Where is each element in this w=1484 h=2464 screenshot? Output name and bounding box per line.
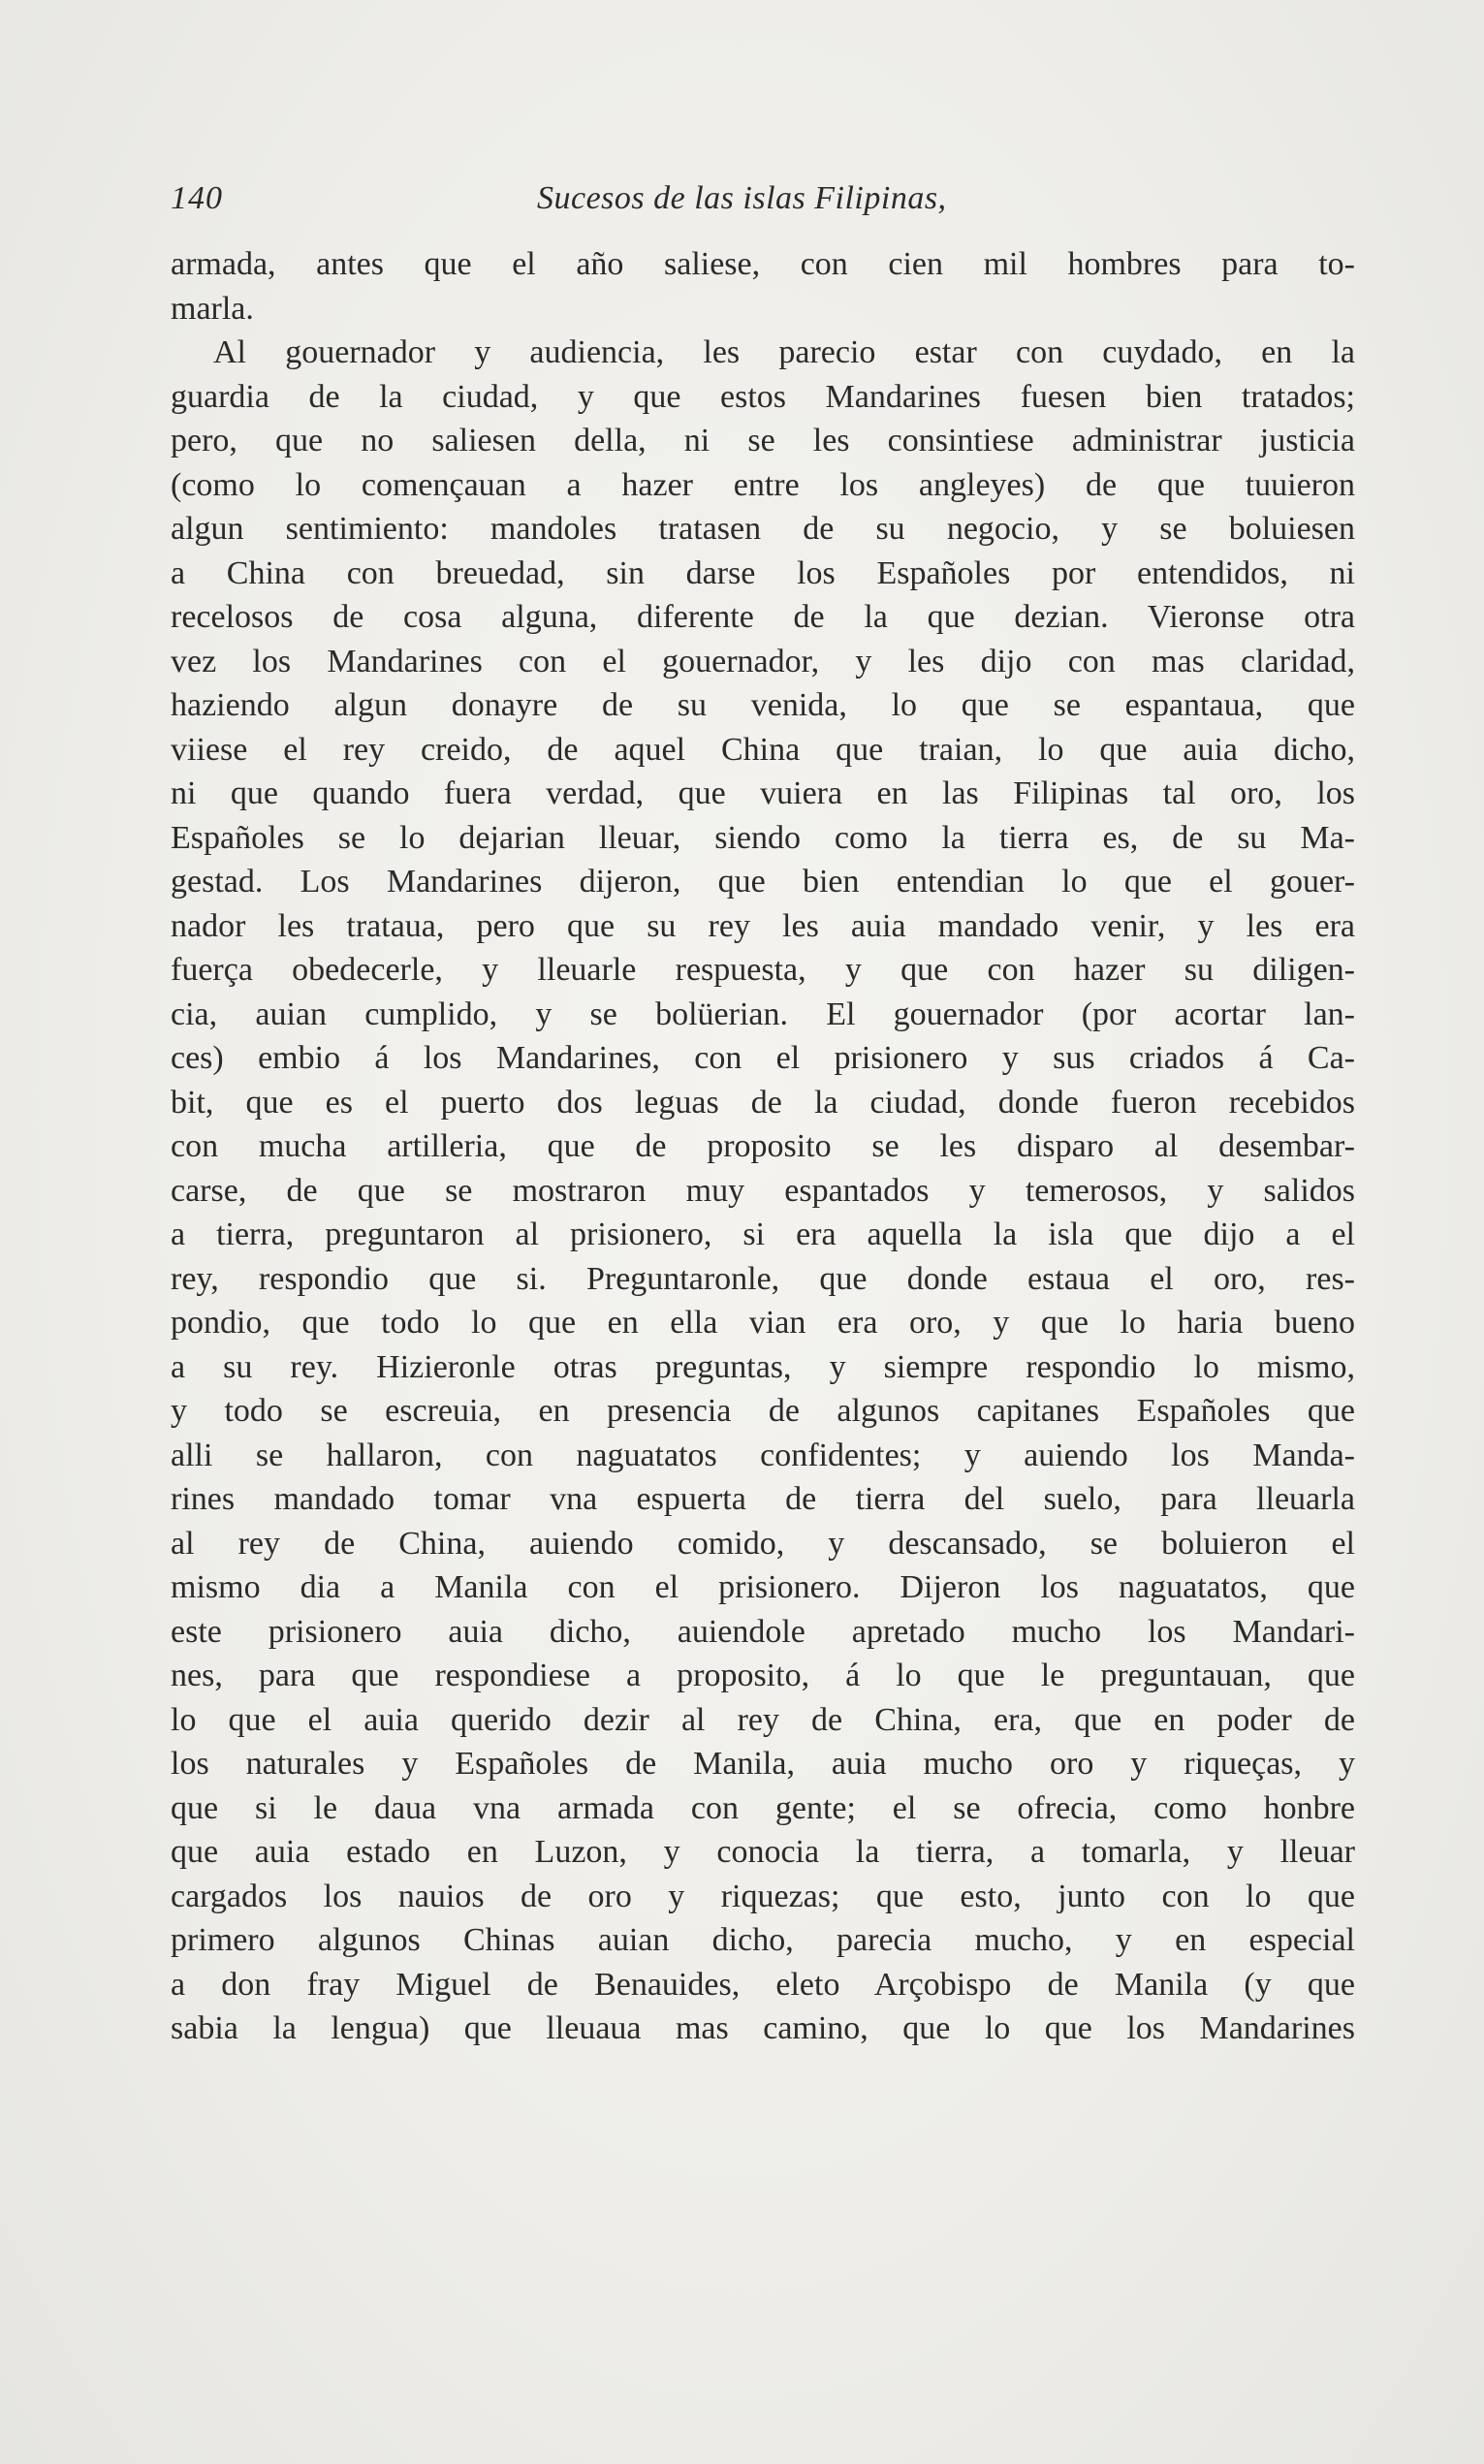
text-line: y todo se escreuia, en presencia de algunos capitanes Españoles que [171,1393,1355,1429]
text-line: ces) embio á los Mandarines, con el prisionero y sus criados á Ca- [171,1040,1355,1076]
text-line: haziendo algun donayre de su venida, lo que se espantaua, que [171,687,1355,723]
text-line: Españoles se lo dejarian lleuar, siendo como la tierra es, de su Ma- [171,819,1355,856]
text-line: rey, respondio que si. Preguntaronle, que donde estaua el oro, res- [171,1260,1355,1297]
text-line: los naturales y Españoles de Manila, auia mucho oro y riqueças, y [171,1746,1355,1782]
text-line: mismo dia a Manila con el prisionero. Dijeron los naguatatos, que [171,1569,1355,1605]
page-number: 140 [171,180,223,216]
text-line: con mucha artilleria, que de proposito se les disparo al desembar- [171,1128,1355,1164]
text-line: nes, para que respondiese a proposito, á lo que le preguntauan, que [171,1658,1355,1693]
running-title: Sucesos de las islas Filipinas, [537,180,947,216]
text-line: este prisionero auia dicho, auiendole apretado mucho los Mandari- [171,1613,1355,1650]
text-line: primero algunos Chinas auian dicho, parecia mucho, y en especial [171,1922,1355,1958]
body-text [171,242,1355,2051]
text-line: bit, que es el puerto dos leguas de la ciudad, donde fueron recebidos [171,1084,1355,1121]
text-line: nador les trataua, pero que su rey les auia mandado venir, y les era [171,907,1355,944]
text-line: a tierra, preguntaron al prisionero, si era aquella la isla que dijo a el [171,1216,1355,1252]
text-line: a China con breuedad, sin darse los Españoles por entendidos, ni [171,554,1355,591]
text-line: cia, auian cumplido, y se bolüerian. El gouernador (por acortar lan- [171,995,1355,1032]
text-line: rines mandado tomar vna espuerta de tierra del suelo, para lleuarla [171,1481,1355,1517]
page-header [171,180,1365,229]
text-line: algun sentimiento: mandoles tratasen de su negocio, y se boluiesen [171,511,1355,547]
text-line: a don fray Miguel de Benauides, eleto Arçobispo de Manila (y que [171,1966,1355,2003]
text-line: lo que el auia querido dezir al rey de China, era, que en poder de [171,1701,1355,1738]
text-line: al rey de China, auiendo comido, y descansado, se boluieron el [171,1525,1355,1562]
text-line: pondio, que todo lo que en ella vian era oro, y que lo haria bueno [171,1305,1355,1341]
text-line: que auia estado en Luzon, y conocia la tierra, a tomarla, y lleuar [171,1834,1355,1870]
text-line: gestad. Los Mandarines dijeron, que bien entendian lo que el gouer- [171,864,1355,900]
text-line: ni que quando fuera verdad, que vuiera en las Filipinas tal oro, los [171,775,1355,811]
text-line: fuerça obedecerle, y lleuarle respuesta, y que con hazer su diligen- [171,952,1355,988]
text-line: pero, que no saliesen della, ni se les consintiese administrar justicia [171,423,1355,458]
text-line: cargados los nauios de oro y riquezas; que esto, junto con lo que [171,1878,1355,1914]
text-line: viiese el rey creido, de aquel China que traian, lo que auia dicho, [171,731,1355,768]
text-line: vez los Mandarines con el gouernador, y les dijo con mas claridad, [171,643,1355,679]
text-line: Al gouernador y audiencia, les parecio estar con cuydado, en la [213,334,1355,370]
text-line: marla. [171,290,254,327]
text-line: armada, antes que el año saliese, con cien mil hombres para to- [171,246,1355,282]
text-line: carse, de que se mostraron muy espantados y temerosos, y salidos [171,1172,1355,1209]
text-line: recelosos de cosa alguna, diferente de la que dezian. Vieronse otra [171,599,1355,635]
text-line: (como lo començauan a hazer entre los angleyes) de que tuuieron [171,466,1355,503]
text-line: a su rey. Hizieronle otras preguntas, y siempre respondio lo mismo, [171,1348,1355,1385]
text-line: guardia de la ciudad, y que estos Mandarines fuesen bien tratados; [171,378,1355,415]
text-line: sabia la lengua) que lleuaua mas camino, que lo que los Mandarines [171,2010,1355,2046]
text-line: alli se hallaron, con naguatatos confidentes; y auiendo los Manda- [171,1437,1355,1473]
text-line: que si le daua vna armada con gente; el se ofrecia, como honbre [171,1789,1355,1826]
